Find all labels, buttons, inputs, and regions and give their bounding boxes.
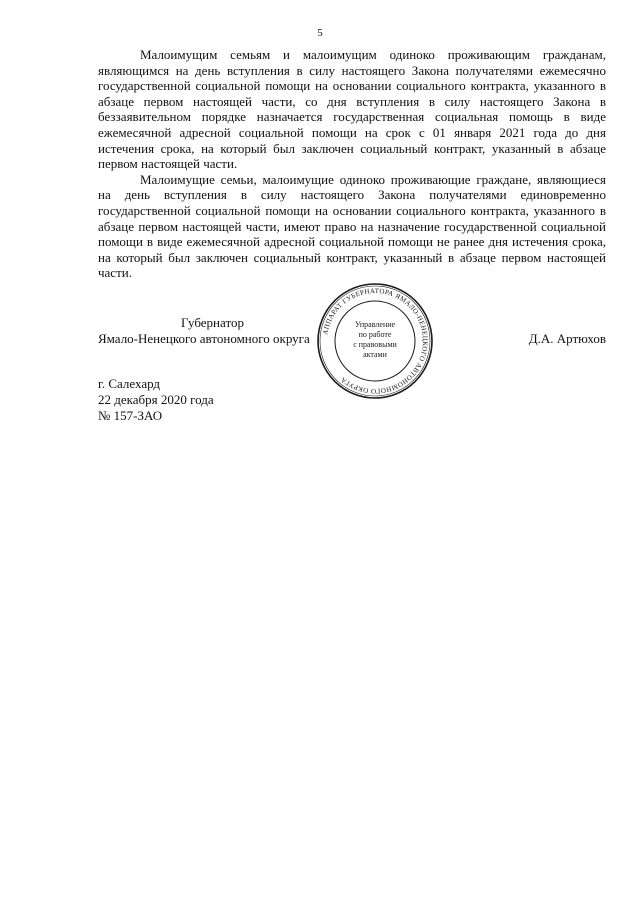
page-number: 5 <box>317 27 323 39</box>
paragraph: Малоимущим семьям и малоимущим одиноко проживающим гражданам, являющимся на день вступления в силу настоящего Закона получателями ежемесячно государственной социальной помощи на основании социального контракта, указанного в абзаце первом настоящей части, со дня вступления в силу настоящего Закона в беззаявительном порядке назначается государственная социальная помощь в виде ежемесячной адресной социальной помощи на срок с 01 января 2021 года до дня истечения срока, на который был заключен социальный контракт, указанный в абзаце первом настоящей части. <box>98 47 606 172</box>
document-footer <box>98 376 214 424</box>
paragraph: Малоимущие семьи, малоимущие одиноко проживающие граждане, являющиеся на день вступления в силу настоящего Закона получателями единовременно государственной социальной помощи на основании социального контракта, указанного в абзаце первом настоящей части, имеют право на назначение государственной социальной помощи в виде ежемесячной адресной социальной помощи не ранее дня истечения срока, на который был заключен социальный контракт, указанный в абзаце первом настоящей части. <box>98 171 606 281</box>
signature-name: Д.А. Артюхов <box>528 331 606 346</box>
stamp-center-line: актами <box>363 350 387 359</box>
footer-date: 22 декабря 2020 года <box>98 392 214 407</box>
stamp-center-line: Управление <box>354 320 396 329</box>
stamp-ring-text: АППАРАТ ГУБЕРНАТОРА ЯМАЛО-НЕНЕЦКОГО АВТОНОМНОГО ОКРУГА <box>321 286 430 396</box>
signature-region: Ямало-Ненецкого автономного округа <box>98 331 310 346</box>
signature-title: Губернатор <box>181 315 244 330</box>
stamp-center-line: с правовыми <box>353 340 397 349</box>
official-stamp <box>316 282 434 400</box>
footer-number: № 157-ЗАО <box>98 408 163 423</box>
stamp-center-line: по работе <box>358 330 392 339</box>
footer-city: г. Салехард <box>98 376 161 391</box>
body-text <box>98 47 606 281</box>
